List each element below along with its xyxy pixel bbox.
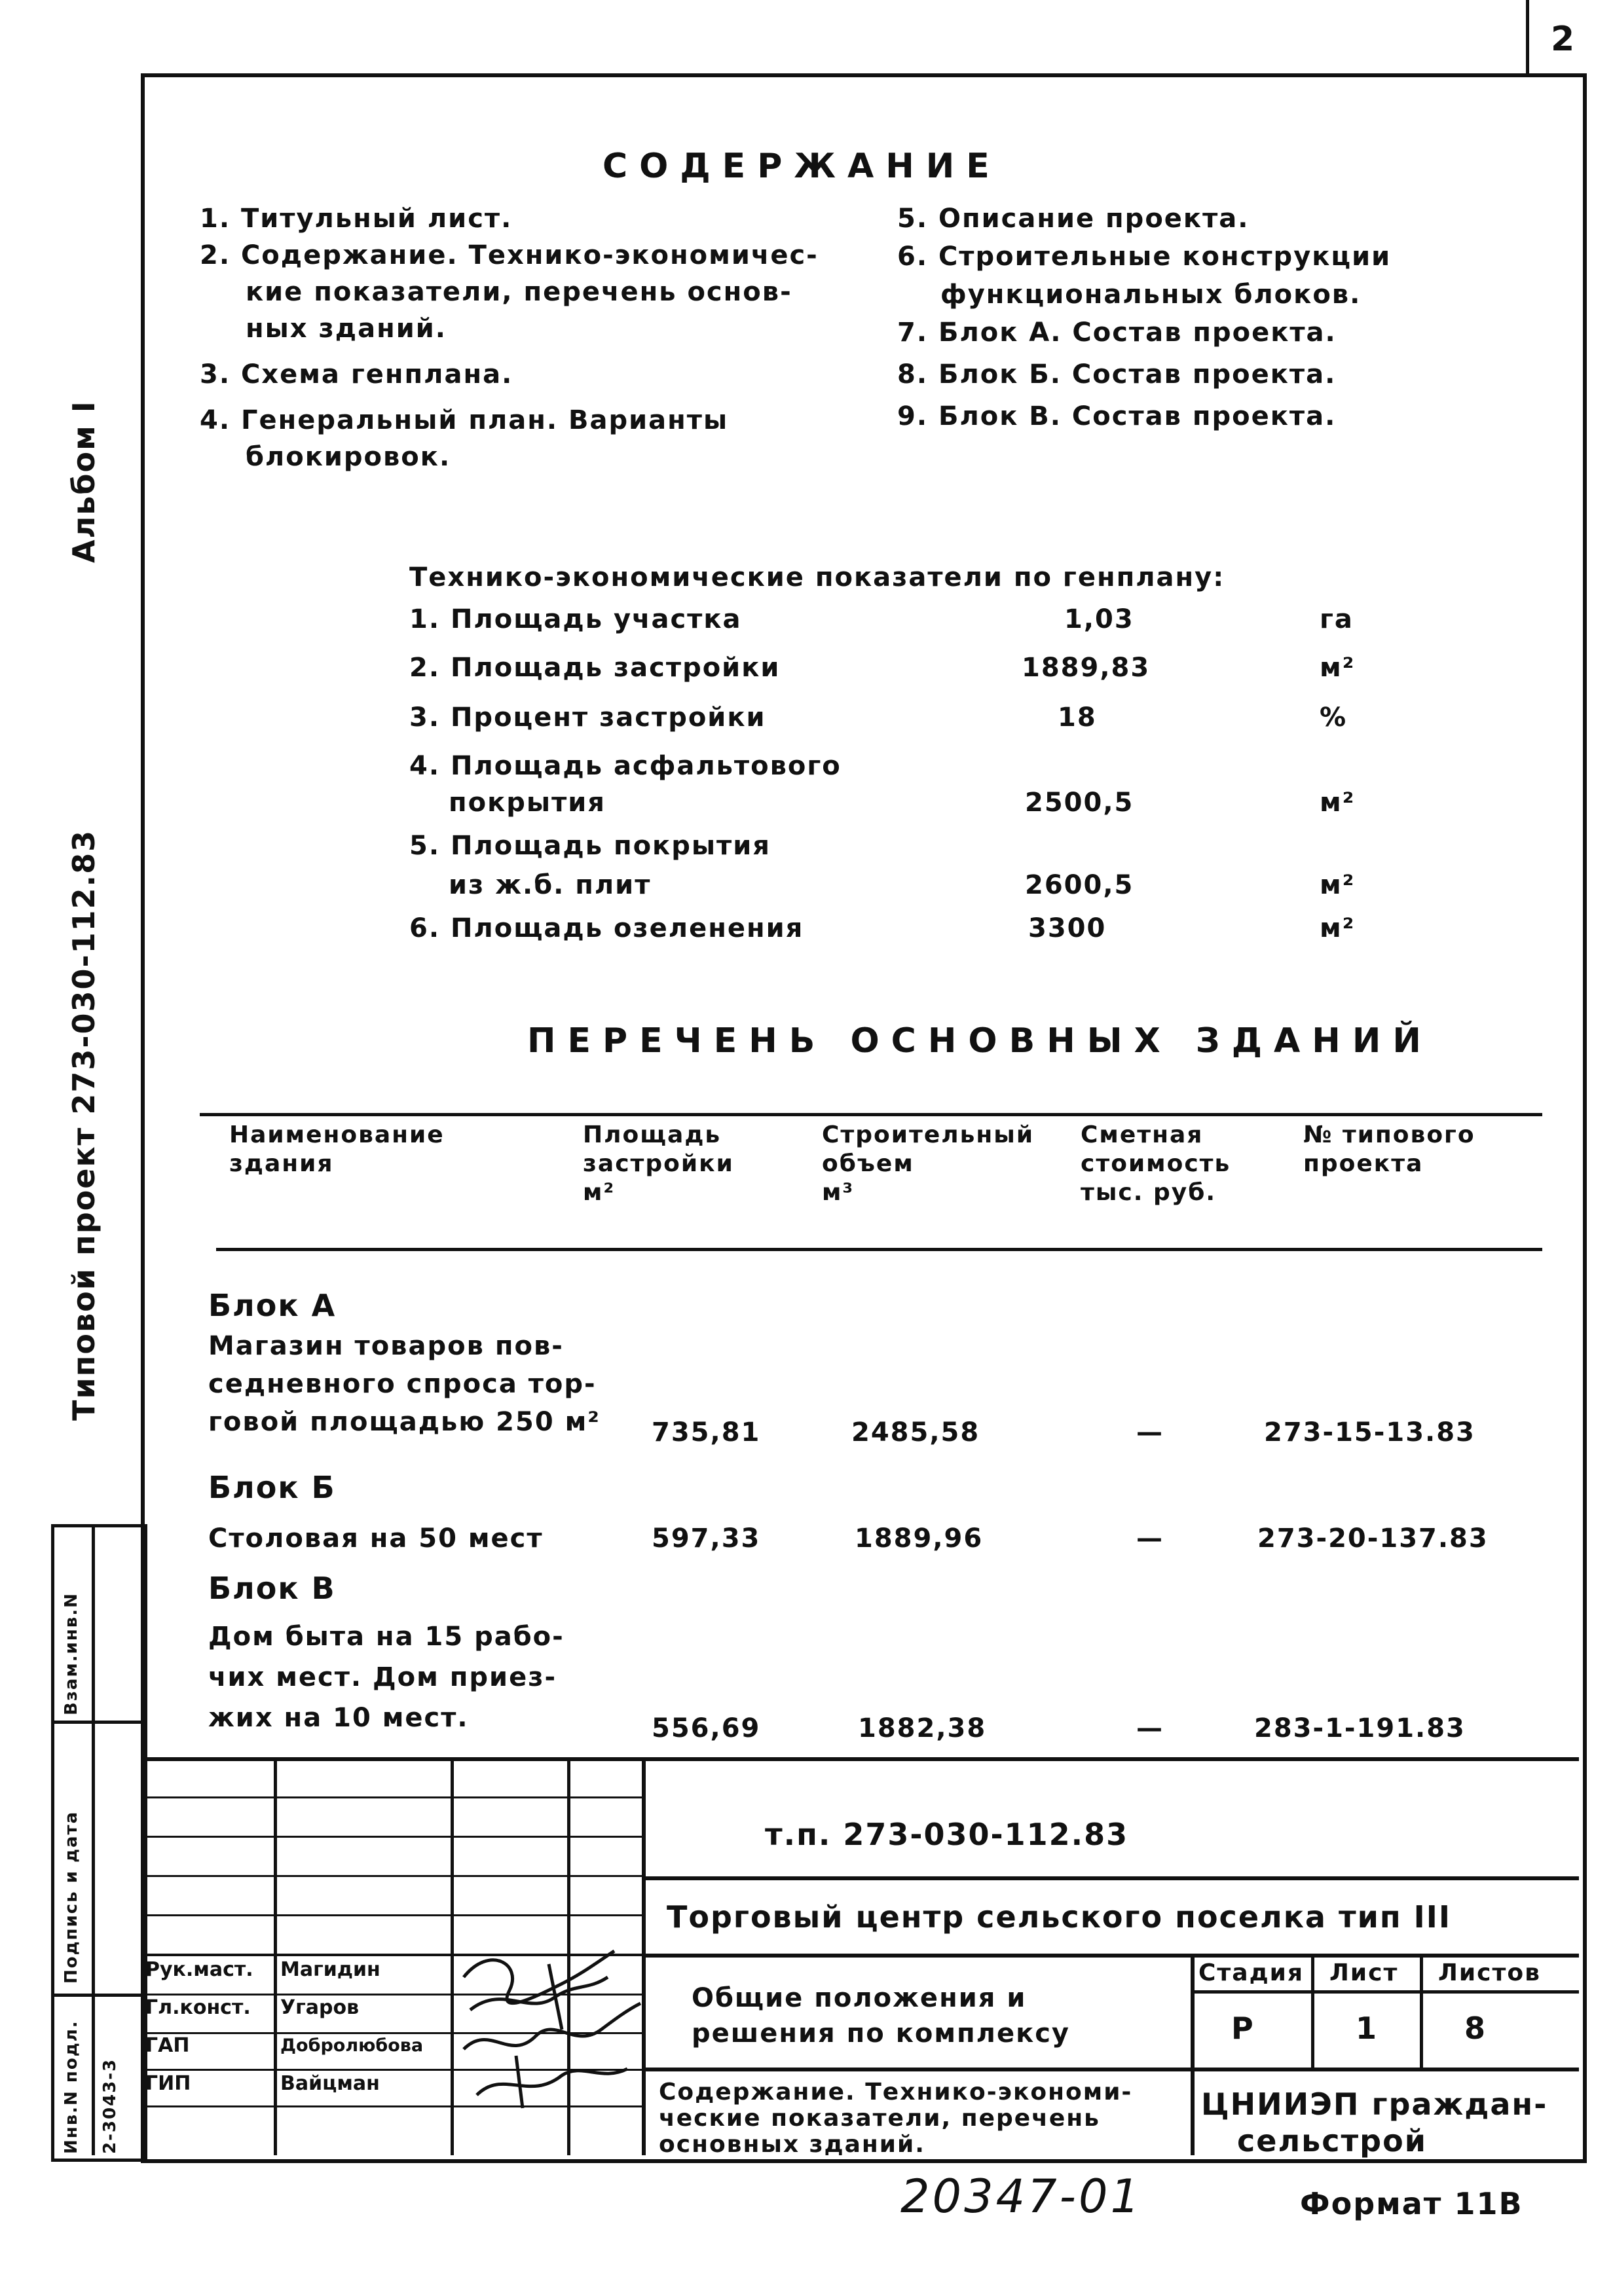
- tep-name: 5. Площадь покрытия: [409, 831, 771, 861]
- archive-number: 20347-01: [900, 2170, 1143, 2223]
- col-header-volume: [822, 1121, 1034, 1207]
- block-v-project: 283-1-191.83: [1254, 1713, 1466, 1743]
- block-b-project: 273-20-137.83: [1257, 1523, 1489, 1554]
- object-title: Торговый центр сельского поселка тип III: [667, 1899, 1452, 1935]
- sheet-label: Лист: [1329, 1959, 1399, 1986]
- tep-row: [409, 830, 1392, 909]
- tep-row: [409, 604, 1392, 643]
- inv-podl-label: Инв.N подл.: [62, 2020, 81, 2154]
- tep-unit: %: [1320, 702, 1348, 733]
- block-v-label: Блок В: [208, 1571, 336, 1606]
- header-line: м³: [822, 1179, 855, 1206]
- tep-value: 1,03: [1064, 604, 1134, 634]
- tep-value: 2500,5: [1025, 788, 1134, 818]
- header-line: Строительный: [822, 1121, 1035, 1148]
- contents-item: блокировок.: [246, 442, 451, 472]
- sheet-title-line: основных зданий.: [659, 2131, 925, 2158]
- block-b-label: Блок Б: [208, 1470, 336, 1505]
- binding-line-2: [51, 1994, 143, 1997]
- inv-vzam-label: Взам.инв.N: [62, 1592, 81, 1715]
- sheets-label: Листов: [1438, 1959, 1541, 1986]
- role-label: ГИП: [145, 2072, 191, 2095]
- section-title: [692, 1982, 1070, 2053]
- tep-unit: м²: [1320, 653, 1356, 683]
- description-line: Дом быта на 15 рабо-: [208, 1622, 565, 1652]
- stamp-h-bottom: [644, 2068, 1579, 2071]
- col-header-area: [583, 1121, 734, 1207]
- section-line: Общие положения и: [692, 1983, 1027, 2013]
- description-line: седневного спроса тор-: [208, 1369, 597, 1399]
- tep-name: 2. Площадь застройки: [409, 653, 781, 683]
- page-title: СОДЕРЖАНИЕ: [603, 147, 1001, 186]
- album-label: Альбом I: [66, 400, 102, 563]
- stamp-top-rule: [141, 1757, 1579, 1761]
- role-label: Гл.конст.: [145, 1996, 251, 2019]
- format-label: Формат 11В: [1300, 2186, 1523, 2221]
- block-a-description: [208, 1330, 601, 1444]
- sheet-number: 2: [1551, 20, 1576, 59]
- description-line: говой площадью 250 м²: [208, 1407, 601, 1437]
- stamp-grid-v1: [274, 1757, 277, 2155]
- org-line: сельстрой: [1237, 2123, 1427, 2159]
- sheet-number-divider: [1526, 0, 1529, 73]
- tep-value: 2600,5: [1025, 870, 1134, 900]
- contents-item: 9. Блок В. Состав проекта.: [897, 401, 1337, 431]
- contents-item: 1. Титульный лист.: [200, 204, 513, 234]
- block-a-area: 735,81: [652, 1417, 761, 1448]
- doc-code: т.п. 273-030-112.83: [765, 1817, 1129, 1852]
- tep-value: 3300: [1028, 913, 1107, 943]
- tep-name-cont: покрытия: [449, 788, 606, 818]
- contents-left: [200, 203, 819, 478]
- org-line: ЦНИИЭП граждан-: [1201, 2086, 1548, 2122]
- person-name: Добролюбова: [280, 2035, 424, 2056]
- stamp-grid-h: [141, 1914, 645, 1916]
- tep-unit: м²: [1320, 913, 1356, 943]
- binding-strip-divider: [92, 1524, 95, 2155]
- block-a-volume: 2485,58: [851, 1417, 980, 1448]
- header-line: объем: [822, 1150, 914, 1177]
- tep-name: 6. Площадь озеленения: [409, 913, 804, 943]
- role-label: ГАП: [145, 2034, 190, 2057]
- signature-date-label: Подпись и дата: [62, 1810, 81, 1984]
- sheet-title-line: Содержание. Технико-экономи-: [659, 2079, 1133, 2105]
- block-v-volume: 1882,38: [858, 1713, 987, 1743]
- header-line: стоимость: [1081, 1150, 1231, 1177]
- block-a-project: 273-15-13.83: [1264, 1417, 1475, 1448]
- stamp-v-sheet: [1311, 1954, 1314, 2070]
- contents-item: 5. Описание проекта.: [897, 204, 1250, 234]
- tep-unit: м²: [1320, 788, 1356, 818]
- buildings-heading: ПЕРЕЧЕНЬ ОСНОВНЫХ ЗДАНИЙ: [527, 1021, 1433, 1061]
- col-header-project: [1303, 1121, 1475, 1178]
- description-line: чих мест. Дом приез-: [208, 1662, 557, 1692]
- block-b-volume: 1889,96: [855, 1523, 984, 1554]
- contents-item: кие показатели, перечень основ-: [246, 277, 792, 307]
- role-label: Рук.маст.: [145, 1958, 253, 1981]
- block-a-cost: —: [1136, 1417, 1164, 1448]
- contents-item: функциональных блоков.: [940, 280, 1362, 310]
- block-b-area: 597,33: [652, 1523, 761, 1554]
- header-line: № типового: [1303, 1121, 1475, 1148]
- table-top-rule: [200, 1113, 1542, 1116]
- sheets-value: 8: [1464, 2011, 1487, 2046]
- tep-name: 1. Площадь участка: [409, 604, 742, 634]
- tep-row: [409, 652, 1392, 691]
- header-line: Сметная: [1081, 1121, 1204, 1148]
- tep-unit: га: [1320, 604, 1354, 634]
- stamp-grid-h: [141, 1875, 645, 1877]
- contents-item: 3. Схема генплана.: [200, 359, 513, 390]
- header-line: Наименование: [229, 1121, 445, 1148]
- block-b-description: Столовая на 50 мест: [208, 1523, 544, 1554]
- stamp-v-stage: [1191, 1954, 1195, 2155]
- contents-item: 7. Блок А. Состав проекта.: [897, 318, 1337, 348]
- sheet-title: [659, 2078, 1132, 2157]
- contents-item: 6. Строительные конструкции: [897, 242, 1392, 272]
- tep-value: 1889,83: [1022, 653, 1151, 683]
- tep-name: 3. Процент застройки: [409, 702, 766, 733]
- col-header-cost: [1081, 1121, 1231, 1207]
- contents-item: ных зданий.: [246, 314, 447, 344]
- block-v-area: 556,69: [652, 1713, 761, 1743]
- table-header-rule: [216, 1248, 1542, 1251]
- contents-item: 4. Генеральный план. Варианты: [200, 405, 729, 435]
- tep-name-cont: из ж.б. плит: [449, 870, 652, 900]
- header-line: тыс. руб.: [1081, 1179, 1217, 1206]
- header-line: застройки: [583, 1150, 734, 1177]
- stamp-h-section: [644, 1954, 1579, 1958]
- sheet-value: 1: [1356, 2011, 1379, 2046]
- binding-line-1: [51, 1721, 143, 1724]
- tep-row: [409, 702, 1392, 741]
- tep-unit: м²: [1320, 870, 1356, 900]
- project-side-label: Типовой проект 273-030-112.83: [66, 829, 102, 1421]
- stamp-grid-h: [141, 1796, 645, 1798]
- contents-item: 8. Блок Б. Состав проекта.: [897, 359, 1337, 390]
- sheet-title-line: ческие показатели, перечень: [659, 2105, 1100, 2132]
- contents-item: 2. Содержание. Технико-экономичес-: [200, 240, 819, 270]
- tep-heading: Технико-экономические показатели по генплану:: [409, 562, 1225, 592]
- header-line: здания: [229, 1150, 334, 1177]
- stage-value: Р: [1231, 2011, 1255, 2046]
- person-name: Магидин: [280, 1958, 380, 1981]
- person-name: Угаров: [280, 1996, 360, 2019]
- stamp-h-stage: [1191, 1990, 1579, 1994]
- block-b-cost: —: [1136, 1523, 1164, 1554]
- block-a-label: Блок А: [208, 1288, 337, 1323]
- tep-name: 4. Площадь асфальтового: [409, 751, 842, 781]
- inv-number: 2-3043-3: [100, 2058, 120, 2154]
- description-line: Магазин товаров пов-: [208, 1331, 564, 1361]
- organization: [1201, 2086, 1548, 2159]
- block-v-cost: —: [1136, 1713, 1164, 1743]
- signature-scribbles: [451, 1938, 647, 2121]
- tep-row: [409, 913, 1392, 952]
- section-line: решения по комплексу: [692, 2018, 1071, 2049]
- stage-label: Стадия: [1198, 1959, 1304, 1986]
- header-line: Площадь: [583, 1121, 722, 1148]
- tep-row: [409, 750, 1392, 829]
- contents-right: [897, 203, 1391, 443]
- description-line: жих на 10 мест.: [208, 1703, 469, 1733]
- stamp-v-sheets: [1420, 1954, 1423, 2070]
- stamp-h-object: [644, 1876, 1579, 1880]
- tep-value: 18: [1058, 702, 1097, 733]
- header-line: проекта: [1303, 1150, 1424, 1177]
- col-header-name: [229, 1121, 445, 1178]
- header-line: м²: [583, 1179, 616, 1206]
- person-name: Вайцман: [280, 2072, 380, 2095]
- stamp-grid-h: [141, 1836, 645, 1838]
- block-v-description: [208, 1621, 565, 1743]
